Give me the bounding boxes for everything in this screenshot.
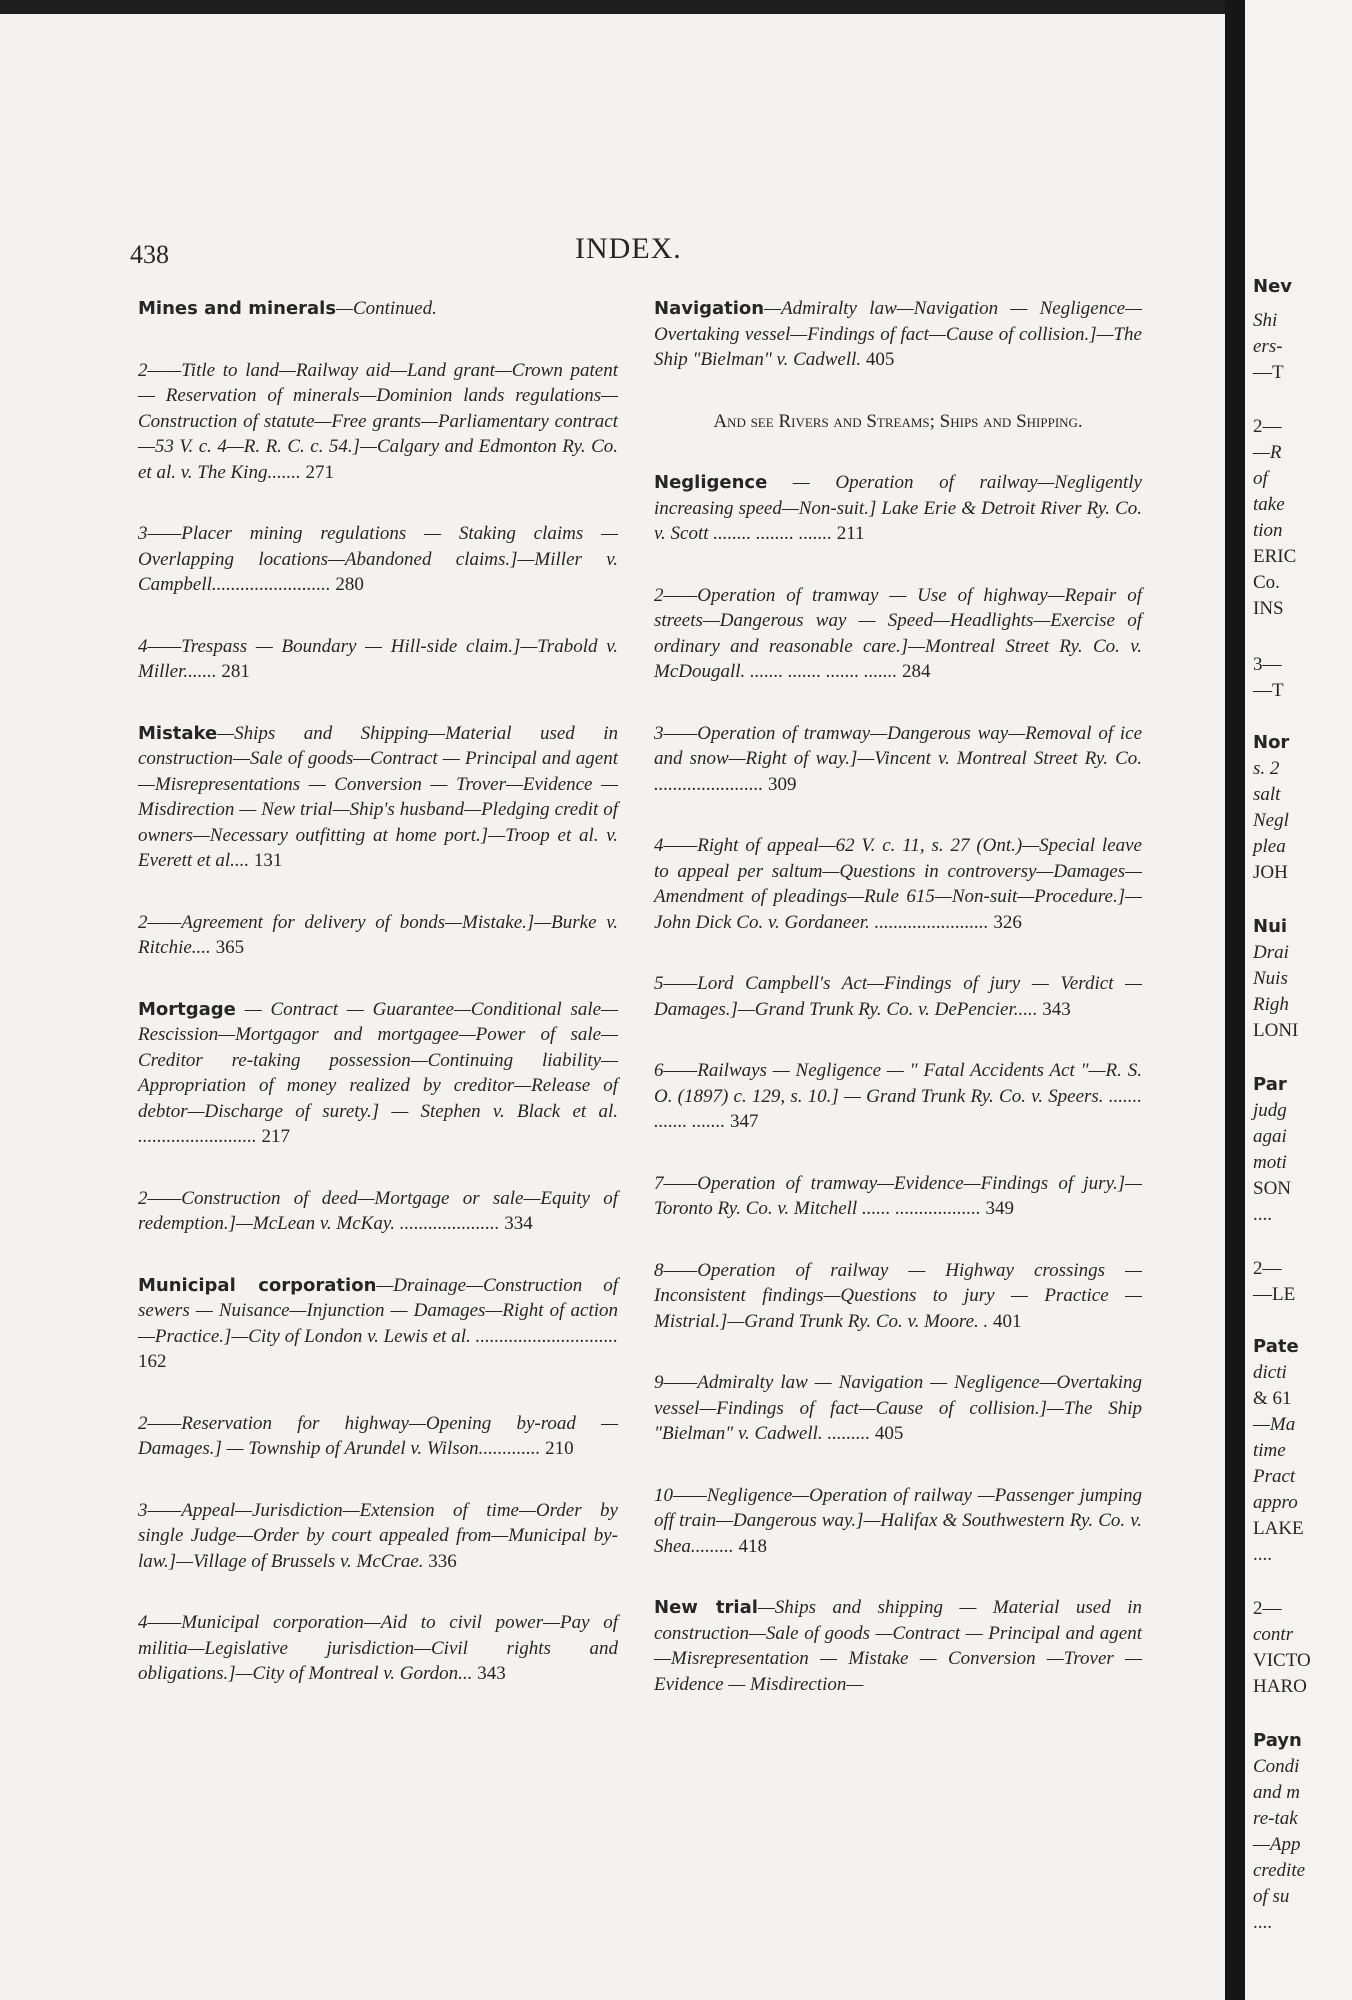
index-entry — [654, 833, 1142, 935]
facing-page-text-fragment: dicti — [1253, 1362, 1287, 1383]
index-page-ref: 405 — [861, 349, 895, 370]
index-page-ref: 418 — [733, 1535, 767, 1557]
facing-page-text-fragment: —App — [1253, 1834, 1301, 1855]
index-heading: Navigation — [654, 298, 765, 319]
index-entry — [138, 1498, 618, 1575]
facing-page-text-fragment: HARO — [1253, 1676, 1307, 1697]
facing-page-text-fragment: 2— — [1253, 1598, 1282, 1619]
index-page-ref: 401 — [988, 1310, 1022, 1332]
index-entry-text: 10——Negligence—Operation of railway —Passenger jumping off train—Dangerous way.]—Halifax & Southwestern Ry. Co. v. Shea......... — [654, 1484, 1142, 1557]
index-entry — [138, 721, 618, 874]
facing-page-text-fragment: —R — [1253, 442, 1282, 463]
running-head: INDEX. — [575, 232, 682, 265]
index-entry-text: —Continued. — [336, 298, 437, 319]
index-page-ref: 405 — [870, 1423, 904, 1444]
index-entry-text: —Ships and Shipping—Material used in construction—Sale of goods—Contract — Principal and agent—Misrepresentations — Conversion — Trover—Evidence — Misdirection — New trial—Ship's husband—Pledging credit of owners—Necessary outfitting at home port.]—Troop et al. v. Everett et al.... — [138, 722, 618, 871]
facing-page-text-fragment: & 61 — [1253, 1388, 1292, 1409]
index-entry — [654, 1258, 1142, 1335]
index-page-ref: 281 — [216, 661, 250, 682]
facing-page-text-fragment: Payn — [1253, 1730, 1302, 1751]
index-entry-text: 2——Title to land—Railway aid—Land grant—Crown patent — Reservation of minerals—Dominion lands regulations—Construction of statute—Free grants—Parliamentary contract—53 V. c. 4—R. R. C. c. 54.]—Calgary and Edmonton Ry. Co. et al. v. The King....... — [138, 359, 618, 483]
index-entry — [138, 358, 618, 486]
index-page-ref: 343 — [1037, 998, 1071, 1020]
index-entry-text: — Operation of railway—Negligently increasing speed—Non-suit.] Lake Erie & Detroit River Ry. Co. v. Scott ........ ........ ....... — [654, 472, 1142, 544]
facing-page-text-fragment: of su — [1253, 1886, 1290, 1907]
index-page-ref: 349 — [980, 1198, 1014, 1219]
index-entry-text: —Ships and shipping — Material used in construction—Sale of goods —Contract — Principal and agent—Misrepresentation — Mistake — Conversion —Trover — Evidence — Misdirection— — [654, 1597, 1142, 1695]
facing-page-text-fragment: —T — [1253, 362, 1284, 383]
facing-page-text-fragment: Nor — [1253, 732, 1290, 753]
index-page-ref: 210 — [540, 1438, 574, 1459]
scan-top-edge — [0, 0, 1225, 14]
index-entry-text: 9——Admiralty law — Navigation — Negligence—Overtaking vessel—Findings of fact—Cause of collision.]—The Ship "Bielman" v. Cadwell. ......... — [654, 1372, 1142, 1444]
facing-page-text-fragment: Condi — [1253, 1756, 1300, 1777]
index-entry — [138, 1610, 618, 1687]
index-entry — [138, 997, 618, 1150]
facing-page-text-fragment: Drai — [1253, 942, 1289, 963]
index-page-ref: 334 — [499, 1213, 533, 1234]
facing-page-text-fragment: moti — [1253, 1152, 1287, 1173]
index-heading: New trial — [654, 1597, 758, 1618]
index-column-left — [138, 296, 618, 1723]
index-page-ref: 280 — [330, 574, 364, 595]
facing-page-text-fragment: Negl — [1253, 810, 1289, 831]
book-gutter — [1225, 0, 1245, 2000]
index-page-ref: 211 — [832, 523, 865, 544]
index-entry-text: —Drainage—Construction of sewers — Nuisance—Injunction — Damages—Right of action—Practice.]—City of London v. Lewis et al. .............................. — [138, 1274, 618, 1347]
index-page-ref: 131 — [249, 850, 283, 871]
facing-page — [1245, 0, 1352, 2000]
index-entry — [654, 971, 1142, 1022]
facing-page-text-fragment: ers- — [1253, 336, 1283, 357]
index-page-ref: 365 — [210, 937, 245, 958]
facing-page-text-fragment: —T — [1253, 680, 1284, 701]
facing-page-text-fragment: ERIC — [1253, 546, 1297, 567]
facing-page-text-fragment: 2— — [1253, 416, 1282, 437]
facing-page-text-fragment: and m — [1253, 1782, 1300, 1803]
facing-page-text-fragment: .... — [1253, 1912, 1272, 1933]
index-heading: Negligence — [654, 472, 768, 493]
index-entry — [138, 296, 618, 322]
index-entry — [654, 721, 1142, 798]
index-entry-text: 2——Agreement for delivery of bonds—Mistake.]—Burke v. Ritchie.... — [138, 911, 618, 958]
index-entry-text: 2——Construction of deed—Mortgage or sale—Equity of redemption.]—McLean v. McKay. ..................... — [138, 1187, 618, 1234]
index-entry-text: 3——Operation of tramway—Dangerous way—Removal of ice and snow—Right of way.]—Vincent v. Montreal Street Ry. Co. ....................... — [654, 722, 1142, 795]
facing-page-text-fragment: VICTO — [1253, 1650, 1311, 1671]
index-entry — [654, 1058, 1142, 1135]
facing-page-text-fragment: Par — [1253, 1074, 1287, 1095]
facing-page-text-fragment: salt — [1253, 784, 1281, 805]
index-heading: Mines and minerals — [138, 298, 337, 319]
index-entry-text: 3——Placer mining regulations — Staking claims — Overlapping locations—Abandoned claims.]—Miller v. Campbell......................... — [138, 523, 618, 595]
facing-page-text-fragment: —LE — [1253, 1284, 1296, 1305]
facing-page-text-fragment: Righ — [1253, 994, 1289, 1015]
index-page-ref: 217 — [256, 1126, 290, 1147]
index-entry-text: 2——Reservation for highway—Opening by-road — Damages.] — Township of Arundel v. Wilson............. — [138, 1412, 618, 1459]
index-entry — [138, 910, 618, 961]
facing-page-text-fragment: plea — [1253, 836, 1286, 857]
facing-page-text-fragment: s. 2 — [1253, 758, 1280, 779]
index-column-middle — [654, 296, 1142, 1733]
facing-page-text-fragment: of — [1253, 468, 1268, 489]
facing-page-text-fragment: SON — [1253, 1178, 1292, 1199]
index-entry-text: — Contract — Guarantee—Conditional sale—Rescission—Mortgagor and mortgagee—Power of sale—Creditor re-taking possession—Continuing liability—Appropriation of money realized by creditor—Release of debtor—Discharge of surety.] — Stephen v. Black et al. ......................... — [138, 998, 618, 1147]
facing-page-text-fragment: 3— — [1253, 654, 1282, 675]
page-number: 438 — [130, 240, 169, 269]
facing-page-text-fragment: Nev — [1253, 276, 1293, 297]
index-entry — [654, 1483, 1142, 1560]
index-entry — [138, 634, 618, 685]
index-entry — [654, 470, 1142, 547]
facing-page-text-fragment: Nui — [1253, 916, 1288, 937]
facing-page-text-fragment: Pract — [1253, 1466, 1296, 1487]
index-page-ref: 271 — [300, 461, 334, 483]
facing-page-text-fragment: —Ma — [1253, 1414, 1296, 1435]
index-page-ref: 347 — [725, 1111, 759, 1132]
index-entry-text: —Admiralty law—Navigation — Negligence—Overtaking vessel—Findings of fact—Cause of collision.]—The Ship "Bielman" v. Cadwell. — [654, 298, 1142, 370]
index-entry-text: 7——Operation of tramway—Evidence—Findings of jury.]—Toronto Ry. Co. v. Mitchell ...... .................. — [654, 1172, 1142, 1219]
facing-page-text-fragment: time — [1253, 1440, 1286, 1461]
facing-page-text-fragment: contr — [1253, 1624, 1294, 1645]
index-entry-text: 4——Trespass — Boundary — Hill-side claim.]—Trabold v. Miller....... — [138, 635, 618, 682]
index-entry — [654, 1171, 1142, 1222]
index-entry-text: 4——Right of appeal—62 V. c. 11, s. 27 (Ont.)—Special leave to appeal per saltum—Questions in controversy—Damages—Amendment of pleadings—Rule 615—Non-suit—Procedure.]—John Dick Co. v. Gordaneer. ........................ — [654, 835, 1142, 933]
index-entry-text: 4——Municipal corporation—Aid to civil power—Pay of militia—Legislative jurisdiction—Civil rights and obligations.]—City of Montreal v. Gordon... — [138, 1612, 618, 1684]
facing-page-text-fragment: Shi — [1253, 310, 1278, 331]
index-entry-text: 2——Operation of tramway — Use of highway—Repair of streets—Dangerous way — Speed—Headlights—Exercise of ordinary and reasonable care.]—Montreal Street Ry. Co. v. McDougall. ....... ....... ....... ....... — [654, 584, 1142, 682]
facing-page-text-fragment: JOH — [1253, 862, 1288, 883]
index-entry — [138, 1186, 618, 1237]
index-entry — [654, 583, 1142, 685]
facing-page-text-fragment: re-tak — [1253, 1808, 1298, 1829]
index-entry-text: 5——Lord Campbell's Act—Findings of jury — Verdict — Damages.]—Grand Trunk Ry. Co. v. DePencier..... — [654, 973, 1142, 1020]
facing-page-text-fragment: credite — [1253, 1860, 1306, 1881]
index-entry — [138, 1273, 618, 1375]
facing-page-text-fragment: Pate — [1253, 1336, 1299, 1357]
facing-page-text-fragment: LAKE — [1253, 1518, 1304, 1539]
index-page-ref: 284 — [897, 661, 931, 682]
index-entry-text: 8——Operation of railway — Highway crossings — Inconsistent findings—Questions to jury — Practice — Mistrial.]—Grand Trunk Ry. Co. v. Moore. . — [654, 1259, 1142, 1332]
index-page-ref: 309 — [763, 773, 797, 795]
see-also-note: And see Rivers and Streams; Ships and Shipping. — [713, 410, 1083, 432]
index-page-ref: 162 — [138, 1351, 167, 1372]
index-entry-text: 3——Appeal—Jurisdiction—Extension of time—Order by single Judge—Order by court appealed from—Municipal by-law.]—Village of Brussels v. McCrae. — [138, 1499, 618, 1572]
index-page-ref: 343 — [472, 1663, 506, 1684]
index-page-ref: 336 — [423, 1550, 457, 1572]
facing-page-text-fragment: agai — [1253, 1126, 1287, 1147]
facing-page-text-fragment: LONI — [1253, 1020, 1299, 1041]
index-entry — [654, 1595, 1142, 1697]
index-entry-text: 6——Railways — Negligence — " Fatal Accidents Act "—R. S. O. (1897) c. 129, s. 10.] — Grand Trunk Ry. Co. v. Speers. ....... ....... ....... — [654, 1060, 1142, 1132]
facing-page-text-fragment: Co. — [1253, 572, 1280, 593]
index-heading: Municipal corporation — [138, 1274, 377, 1296]
facing-page-text-fragment: appro — [1253, 1492, 1298, 1513]
facing-page-text-fragment: INS — [1253, 598, 1284, 619]
facing-page-text-fragment: judg — [1253, 1100, 1287, 1121]
index-entry — [138, 521, 618, 598]
facing-page-text-fragment: 2— — [1253, 1258, 1282, 1279]
facing-page-text-fragment: Nuis — [1253, 968, 1288, 989]
facing-page-text-fragment: tion — [1253, 520, 1283, 541]
index-page-ref: 326 — [988, 911, 1022, 933]
facing-page-text-fragment: take — [1253, 494, 1285, 515]
index-entry — [654, 296, 1142, 373]
index-heading: Mistake — [138, 722, 218, 744]
facing-page-text-fragment: .... — [1253, 1204, 1272, 1225]
index-heading: Mortgage — [138, 998, 236, 1020]
index-entry — [138, 1411, 618, 1462]
facing-page-text-fragment: .... — [1253, 1544, 1272, 1565]
index-entry — [654, 1370, 1142, 1447]
